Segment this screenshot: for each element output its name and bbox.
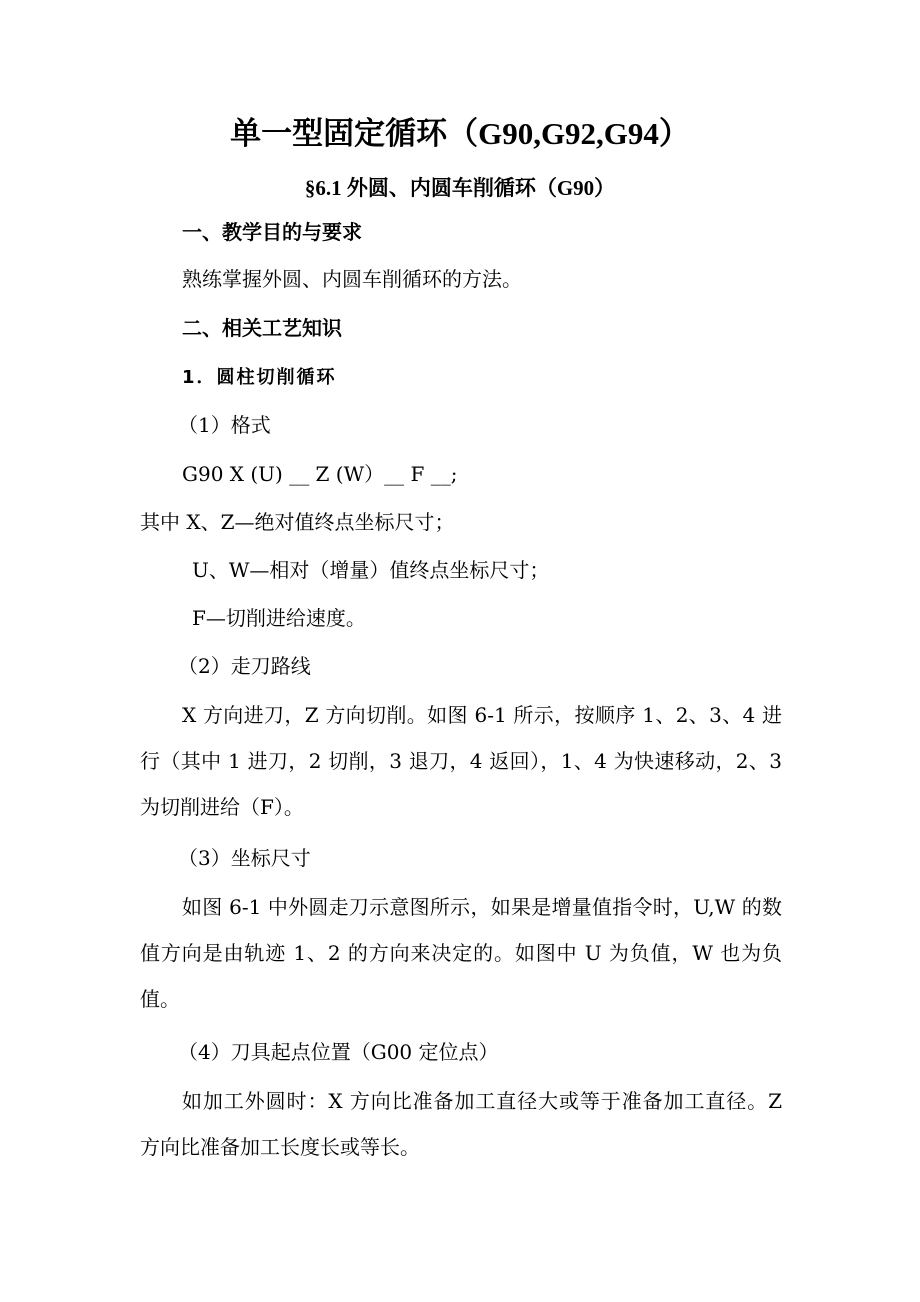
item1-label: （1）格式 — [178, 413, 271, 437]
item3-label: （3）坐标尺寸 — [178, 846, 311, 870]
section-subtitle: §6.1 外圆、内圆车削循环（G90） — [304, 176, 616, 200]
section1-body: 熟练掌握外圆、内圆车削循环的方法。 — [182, 267, 522, 291]
item2-label: （2）走刀路线 — [178, 654, 311, 678]
item4-label: （4）刀具起点位置（G00 定位点） — [178, 1040, 499, 1064]
f-line: F—切削进给速度。 — [192, 606, 366, 630]
section1-heading: 一、教学目的与要求 — [182, 220, 362, 244]
section2-heading: 二、相关工艺知识 — [182, 316, 342, 340]
item2-paragraph: X 方向进刀，Z 方向切削。如图 6-1 所示，按顺序 1、2、3、4 进行（其中 1 进刀，2 切削，3 退刀，4 返回），1、4 为快速移动，2、3 为切削进给（F）。 — [140, 703, 782, 819]
format-line: G90 X (U) __ Z (W）__ F __; — [182, 462, 458, 486]
subheading-cylinder-cycle: 1．圆柱切削循环 — [182, 367, 337, 388]
document-title: 单一型固定循环（G90,G92,G94） — [230, 116, 690, 151]
uw-line: U、W—相对（增量）值终点坐标尺寸； — [192, 558, 550, 582]
where-line: 其中 X、Z—绝对值终点坐标尺寸； — [140, 510, 455, 534]
item3-paragraph: 如图 6-1 中外圆走刀示意图所示，如果是增量值指令时，U,W 的数值方向是由轨迹 1、2 的方向来决定的。如图中 U 为负值，W 也为负值。 — [140, 895, 782, 1011]
item4-paragraph: 如加工外圆时：X 方向比准备加工直径大或等于准备加工直径。Z 方向比准备加工长度长或等长。 — [140, 1089, 782, 1159]
